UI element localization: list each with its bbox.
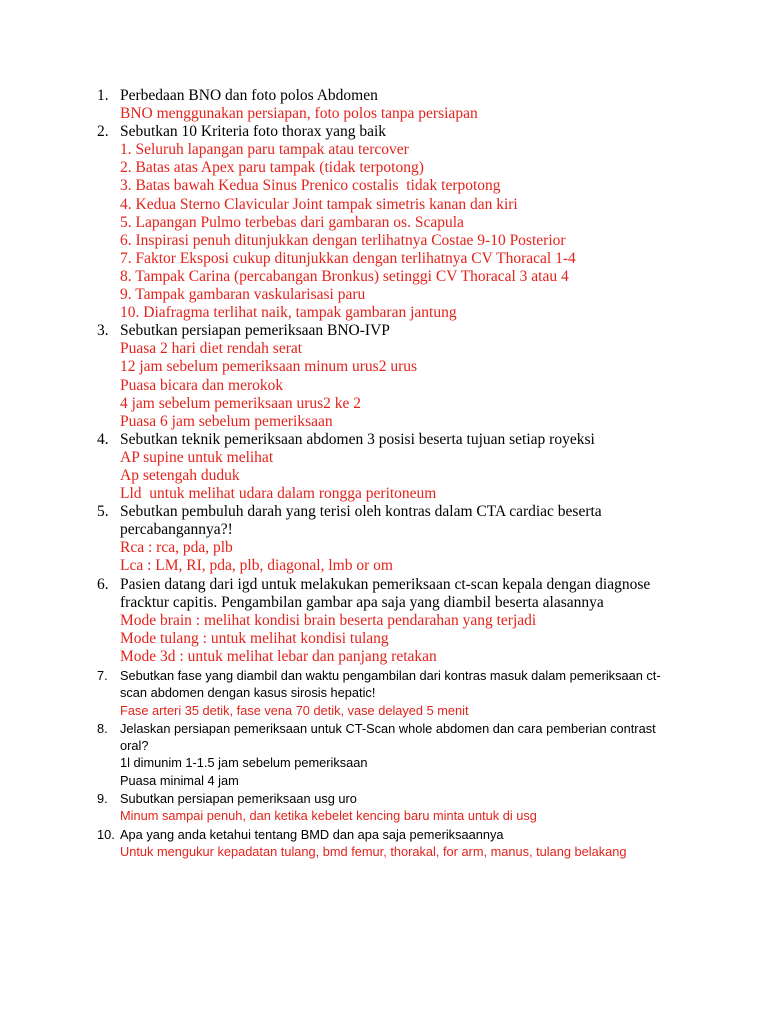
- answer-line: 3. Batas bawah Kedua Sinus Prenico costalis tidak terpotong: [120, 177, 501, 195]
- question-list-serif: [0, 87, 768, 666]
- qa-item-2: [0, 123, 768, 322]
- item-number: 6.: [97, 575, 109, 593]
- item-number: 3.: [97, 322, 109, 340]
- question-line: Pasien datang dari igd untuk melakukan pemeriksaan ct-scan kepala dengan diagnose: [120, 575, 651, 593]
- question-line: Sebutkan 10 Kriteria foto thorax yang baik: [120, 123, 387, 141]
- item-number: 8.: [97, 720, 108, 736]
- answer-line: Puasa 2 hari diet rendah serat: [120, 340, 303, 358]
- qa-item-1: [0, 87, 768, 123]
- question-line: Sebutkan pembuluh darah yang terisi oleh kontras dalam CTA cardiac beserta: [120, 503, 602, 521]
- answer-line: Mode tulang : untuk melihat kondisi tulang: [120, 629, 389, 647]
- document-body: [0, 87, 768, 860]
- answer-line: 8. Tampak Carina (percabangan Bronkus) setinggi CV Thoracal 3 atau 4: [120, 267, 569, 285]
- answer-line: AP supine untuk melihat: [120, 448, 274, 466]
- answer-line: Mode 3d : untuk melihat lebar dan panjang retakan: [120, 647, 437, 665]
- answer-line: Fase arteri 35 detik, fase vena 70 detik, vase delayed 5 menit: [120, 702, 469, 718]
- qa-item-6: [0, 576, 768, 666]
- answer-line: Puasa minimal 4 jam: [120, 772, 239, 788]
- question-line: fracktur capitis. Pengambilan gambar apa saja yang diambil beserta alasannya: [120, 593, 604, 611]
- answer-line: BNO menggunakan persiapan, foto polos tanpa persiapan: [120, 105, 478, 123]
- question-line: Sebutkan fase yang diambil dan waktu pengambilan dari kontras masuk dalam pemeriksaan ct-: [120, 668, 661, 683]
- answer-line: 4 jam sebelum pemeriksaan urus2 ke 2: [120, 394, 362, 412]
- answer-line: 5. Lapangan Pulmo terbebas dari gambaran os. Scapula: [120, 213, 464, 231]
- answer-line: 12 jam sebelum pemeriksaan minum urus2 urus: [120, 358, 418, 376]
- qa-item-3: [0, 322, 768, 431]
- item-number: 5.: [97, 503, 109, 521]
- qa-item-5: [0, 503, 768, 575]
- answer-line: Rca : rca, pda, plb: [120, 539, 233, 557]
- answer-line: Puasa bicara dan merokok: [120, 376, 284, 394]
- question-line: Perbedaan BNO dan foto polos Abdomen: [120, 87, 378, 104]
- answer-line: Puasa 6 jam sebelum pemeriksaan: [120, 412, 333, 430]
- question-line: Jelaskan persiapan pemeriksaan untuk CT-Scan whole abdomen dan cara pemberian contrast: [120, 720, 656, 736]
- answer-line: 2. Batas atas Apex paru tampak (tidak terpotong): [120, 159, 424, 177]
- qa-item-9: [0, 790, 768, 825]
- qa-item-7: [0, 667, 768, 719]
- answer-line: Mode brain : melihat kondisi brain beserta pendarahan yang terjadi: [120, 611, 537, 629]
- answer-line: Ap setengah duduk: [120, 466, 240, 484]
- answer-line: 1l dimunim 1-1.5 jam sebelum pemeriksaan: [120, 755, 368, 771]
- item-number: 1.: [97, 87, 109, 104]
- answer-line: Minum sampai penuh, dan ketika kebelet kencing baru minta untuk di usg: [120, 808, 537, 824]
- question-line: percabangannya?!: [120, 521, 233, 539]
- item-number: 2.: [97, 123, 109, 141]
- qa-item-4: [0, 431, 768, 503]
- answer-line: Lca : LM, RI, pda, plb, diagonal, lmb or om: [120, 557, 393, 575]
- answer-line: 4. Kedua Sterno Clavicular Joint tampak simetris kanan dan kiri: [120, 195, 518, 213]
- item-number: 9.: [97, 791, 108, 807]
- item-number: 4.: [97, 430, 109, 448]
- answer-line: 10. Diafragma terlihat naik, tampak gambaran jantung: [120, 304, 457, 322]
- item-number: 10.: [97, 826, 115, 842]
- answer-line: 6. Inspirasi penuh ditunjukkan dengan terlihatnya Costae 9-10 Posterior: [120, 231, 566, 249]
- answer-line: 1. Seluruh lapangan paru tampak atau tercover: [120, 141, 409, 159]
- question-line: Apa yang anda ketahui tentang BMD dan apa saja pemeriksaannya: [120, 826, 504, 842]
- question-line: Sebutkan teknik pemeriksaan abdomen 3 posisi beserta tujuan setiap royeksi: [120, 430, 595, 448]
- answer-line: 7. Faktor Eksposi cukup ditunjukkan dengan terlihatnya CV Thoracal 1-4: [120, 249, 576, 267]
- answer-line: 9. Tampak gambaran vaskularisasi paru: [120, 286, 366, 304]
- question-line: Subutkan persiapan pemeriksaan usg uro: [120, 791, 357, 807]
- answer-line: Lld untuk melihat udara dalam rongga peritoneum: [120, 485, 437, 503]
- question-list-sans: [0, 667, 768, 860]
- item-number: 7.: [97, 668, 108, 683]
- question-line: Sebutkan persiapan pemeriksaan BNO-IVP: [120, 322, 390, 340]
- question-line: oral?: [120, 738, 149, 754]
- question-line: scan abdomen dengan kasus sirosis hepatic!: [120, 685, 376, 701]
- answer-line: Untuk mengukur kepadatan tulang, bmd femur, thorakal, for arm, manus, tulang belakang: [120, 843, 627, 859]
- qa-item-10: [0, 826, 768, 861]
- qa-item-8: [0, 720, 768, 789]
